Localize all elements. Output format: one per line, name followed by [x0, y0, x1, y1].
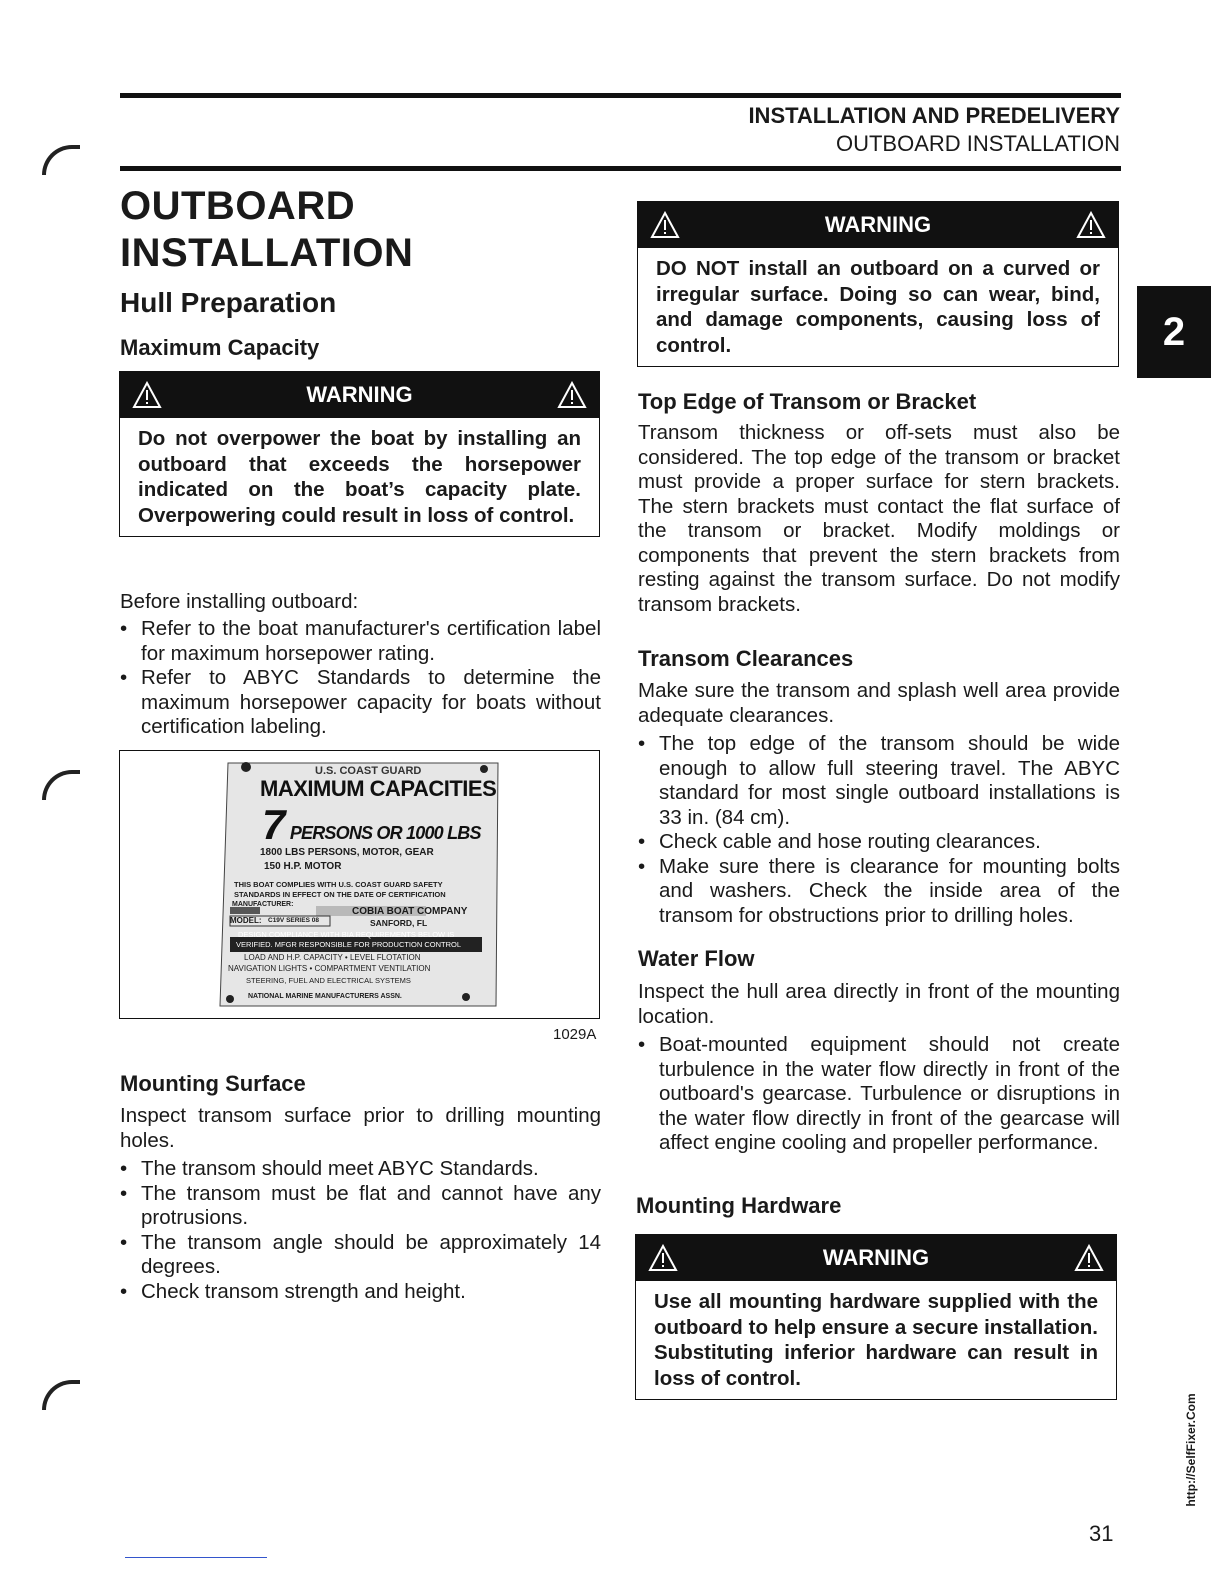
binder-hole-top: [42, 145, 80, 175]
figure-caption: 1029A: [553, 1026, 597, 1043]
chapter-tab: 2: [1137, 286, 1211, 378]
plate-line-coast-guard: U.S. COAST GUARD: [315, 765, 422, 777]
plate-line-manufacturer-name: COBIA BOAT COMPANY: [352, 906, 468, 917]
plate-persons-text: PERSONS OR 1000 LBS: [289, 823, 481, 843]
before-installing-text: Before installing outboard:: [120, 590, 359, 613]
plate-line-navigation: NAVIGATION LIGHTS • COMPARTMENT VENTILATION: [228, 964, 431, 973]
warning-title: WARNING: [822, 1245, 930, 1270]
plate-line-max-capacities: MAXIMUM CAPACITIES: [260, 776, 497, 801]
list-item: • The transom must be flat and cannot have any protrusions.: [120, 1182, 601, 1231]
mounting-hardware-heading: Mounting Hardware: [636, 1193, 842, 1218]
maximum-capacity-heading: Maximum Capacity: [120, 335, 320, 360]
header-bottom-rule: [120, 166, 1121, 171]
plate-line-nmma: NATIONAL MARINE MANUFACTURERS ASSN.: [248, 993, 402, 1000]
warning-triangle-icon: [1074, 1244, 1104, 1272]
mounting-surface-heading: Mounting Surface: [120, 1071, 306, 1096]
plate-line-model-label: MODEL:: [230, 916, 262, 925]
header-section: INSTALLATION AND PREDELIVERY: [748, 103, 1120, 128]
water-flow-heading: Water Flow: [638, 946, 755, 971]
warning-box-overpower: [119, 371, 600, 537]
warning-box-mounting-hardware: [635, 1234, 1117, 1400]
list-item: • The top edge of the transom should be wide enough to allow full steering travel. The ABYC standard for most single outboard installations is 33 in. (84 cm).: [638, 732, 1120, 830]
warning-text: DO NOT install an outboard on a curved or irregular surface. Doing so can wear, bind, and damage components, causing loss of control.: [656, 257, 1100, 357]
warning-triangle-icon: [1076, 211, 1106, 239]
plate-line-model-value: C19V SERIES 08: [268, 917, 319, 924]
binder-hole-bottom: [42, 1380, 80, 1410]
warning-header: [120, 372, 599, 418]
warning-header: [638, 202, 1118, 248]
warning-triangle-icon: [650, 211, 680, 239]
plate-line-manufacturer-label: MANUFACTURER:: [232, 901, 294, 908]
warning-triangle-icon: [557, 381, 587, 409]
list-item: • The transom angle should be approximately 14 degrees.: [120, 1231, 601, 1280]
list-item: • Make sure there is clearance for mounting bolts and washers. Check the inside area of the transom for obstructions prior to drilling holes.: [638, 855, 1120, 929]
plate-line-weight: 1800 LBS PERSONS, MOTOR, GEAR: [260, 847, 434, 858]
binder-hole-middle: [42, 770, 80, 800]
warning-triangle-icon: [648, 1244, 678, 1272]
water-flow-list: [638, 1033, 1120, 1156]
page-title: [120, 183, 413, 277]
plate-line-city: SANFORD, FL: [370, 918, 428, 928]
list-item: • Refer to the boat manufacturer's certification label for maximum horsepower rating.: [120, 617, 601, 666]
plate-line-persons: [262, 801, 481, 849]
side-url: http://SelfFixer.Com: [1184, 1393, 1198, 1507]
page-title-line1: OUTBOARD: [120, 184, 356, 228]
transom-clearances-text: Make sure the transom and splash well area provide adequate clearances.: [638, 679, 1120, 727]
plate-line-verified: VERIFIED. MFGR RESPONSIBLE FOR PRODUCTION CONTROL: [236, 940, 462, 949]
plate-line-hp: 150 H.P. MOTOR: [264, 861, 342, 872]
warning-title: WARNING: [824, 212, 932, 237]
plate-line-standards: STANDARDS IN EFFECT ON THE DATE OF CERTIFICATION: [234, 890, 446, 899]
header-top-rule: [120, 93, 1121, 98]
page-title-line2: INSTALLATION: [120, 231, 414, 275]
hull-preparation-heading: Hull Preparation: [120, 287, 337, 318]
list-item: • Boat-mounted equipment should not create turbulence in the water flow directly in front of the outboard's gearcase. Turbulence or disruptions in the water flow directly in front of the gearcase will affect engine cooling and propeller performance.: [638, 1033, 1120, 1156]
warning-title: WARNING: [306, 382, 413, 407]
list-item: • The transom should meet ABYC Standards.: [120, 1157, 601, 1182]
capacity-plate-figure: [119, 750, 600, 1019]
warning-box-curved-surface: [637, 201, 1119, 367]
plate-line-complies: THIS BOAT COMPLIES WITH U.S. COAST GUARD SAFETY: [234, 880, 443, 889]
water-flow-text: Inspect the hull area directly in front of the mounting location.: [638, 980, 1120, 1028]
warning-header: [636, 1235, 1116, 1281]
list-item: • Refer to ABYC Standards to determine the maximum horsepower capacity for boats without certification labeling.: [120, 666, 601, 740]
footer-underline: [125, 1557, 267, 1558]
warning-text: Do not overpower the boat by installing an outboard that exceeds the horsepower indicated on the boat’s capacity plate. Overpowering could result in loss of control.: [138, 427, 581, 527]
top-edge-heading: Top Edge of Transom or Bracket: [638, 389, 977, 414]
mounting-surface-text: Inspect transom surface prior to drilling mounting holes.: [120, 1104, 601, 1152]
warning-triangle-icon: [132, 381, 162, 409]
plate-line-steering: STEERING, FUEL AND ELECTRICAL SYSTEMS: [246, 976, 411, 985]
transom-clearances-heading: Transom Clearances: [638, 646, 854, 671]
list-item: • Check cable and hose routing clearances.: [638, 830, 1120, 855]
header-subsection: OUTBOARD INSTALLATION: [835, 131, 1120, 156]
list-item: • Check transom strength and height.: [120, 1280, 601, 1305]
plate-persons-number: 7: [262, 801, 286, 848]
transom-clearances-list: [638, 732, 1120, 928]
top-edge-text: Transom thickness or off-sets must also be considered. The top edge of the transom or bracket must provide a proper surface for stern brackets. The stern brackets must contact the flat surface of the transom or bracket. Modify moldings or components that prevent the stern brackets from resting against the transom surface. Do not modify transom brackets.: [638, 421, 1120, 616]
warning-text: Use all mounting hardware supplied with the outboard to help ensure a secure installation. Substituting inferior hardware can result in loss of control.: [654, 1290, 1098, 1390]
before-installing-list: [120, 617, 601, 740]
plate-line-load: LOAD AND H.P. CAPACITY • LEVEL FLOTATION: [244, 953, 421, 962]
page-number: 31: [1089, 1521, 1114, 1546]
plate-line-design-compliance: DESIGN COMPLIANCE WITH BIA REQUIREMENTS BELOW IS: [238, 930, 455, 939]
mounting-surface-list: [120, 1157, 601, 1304]
